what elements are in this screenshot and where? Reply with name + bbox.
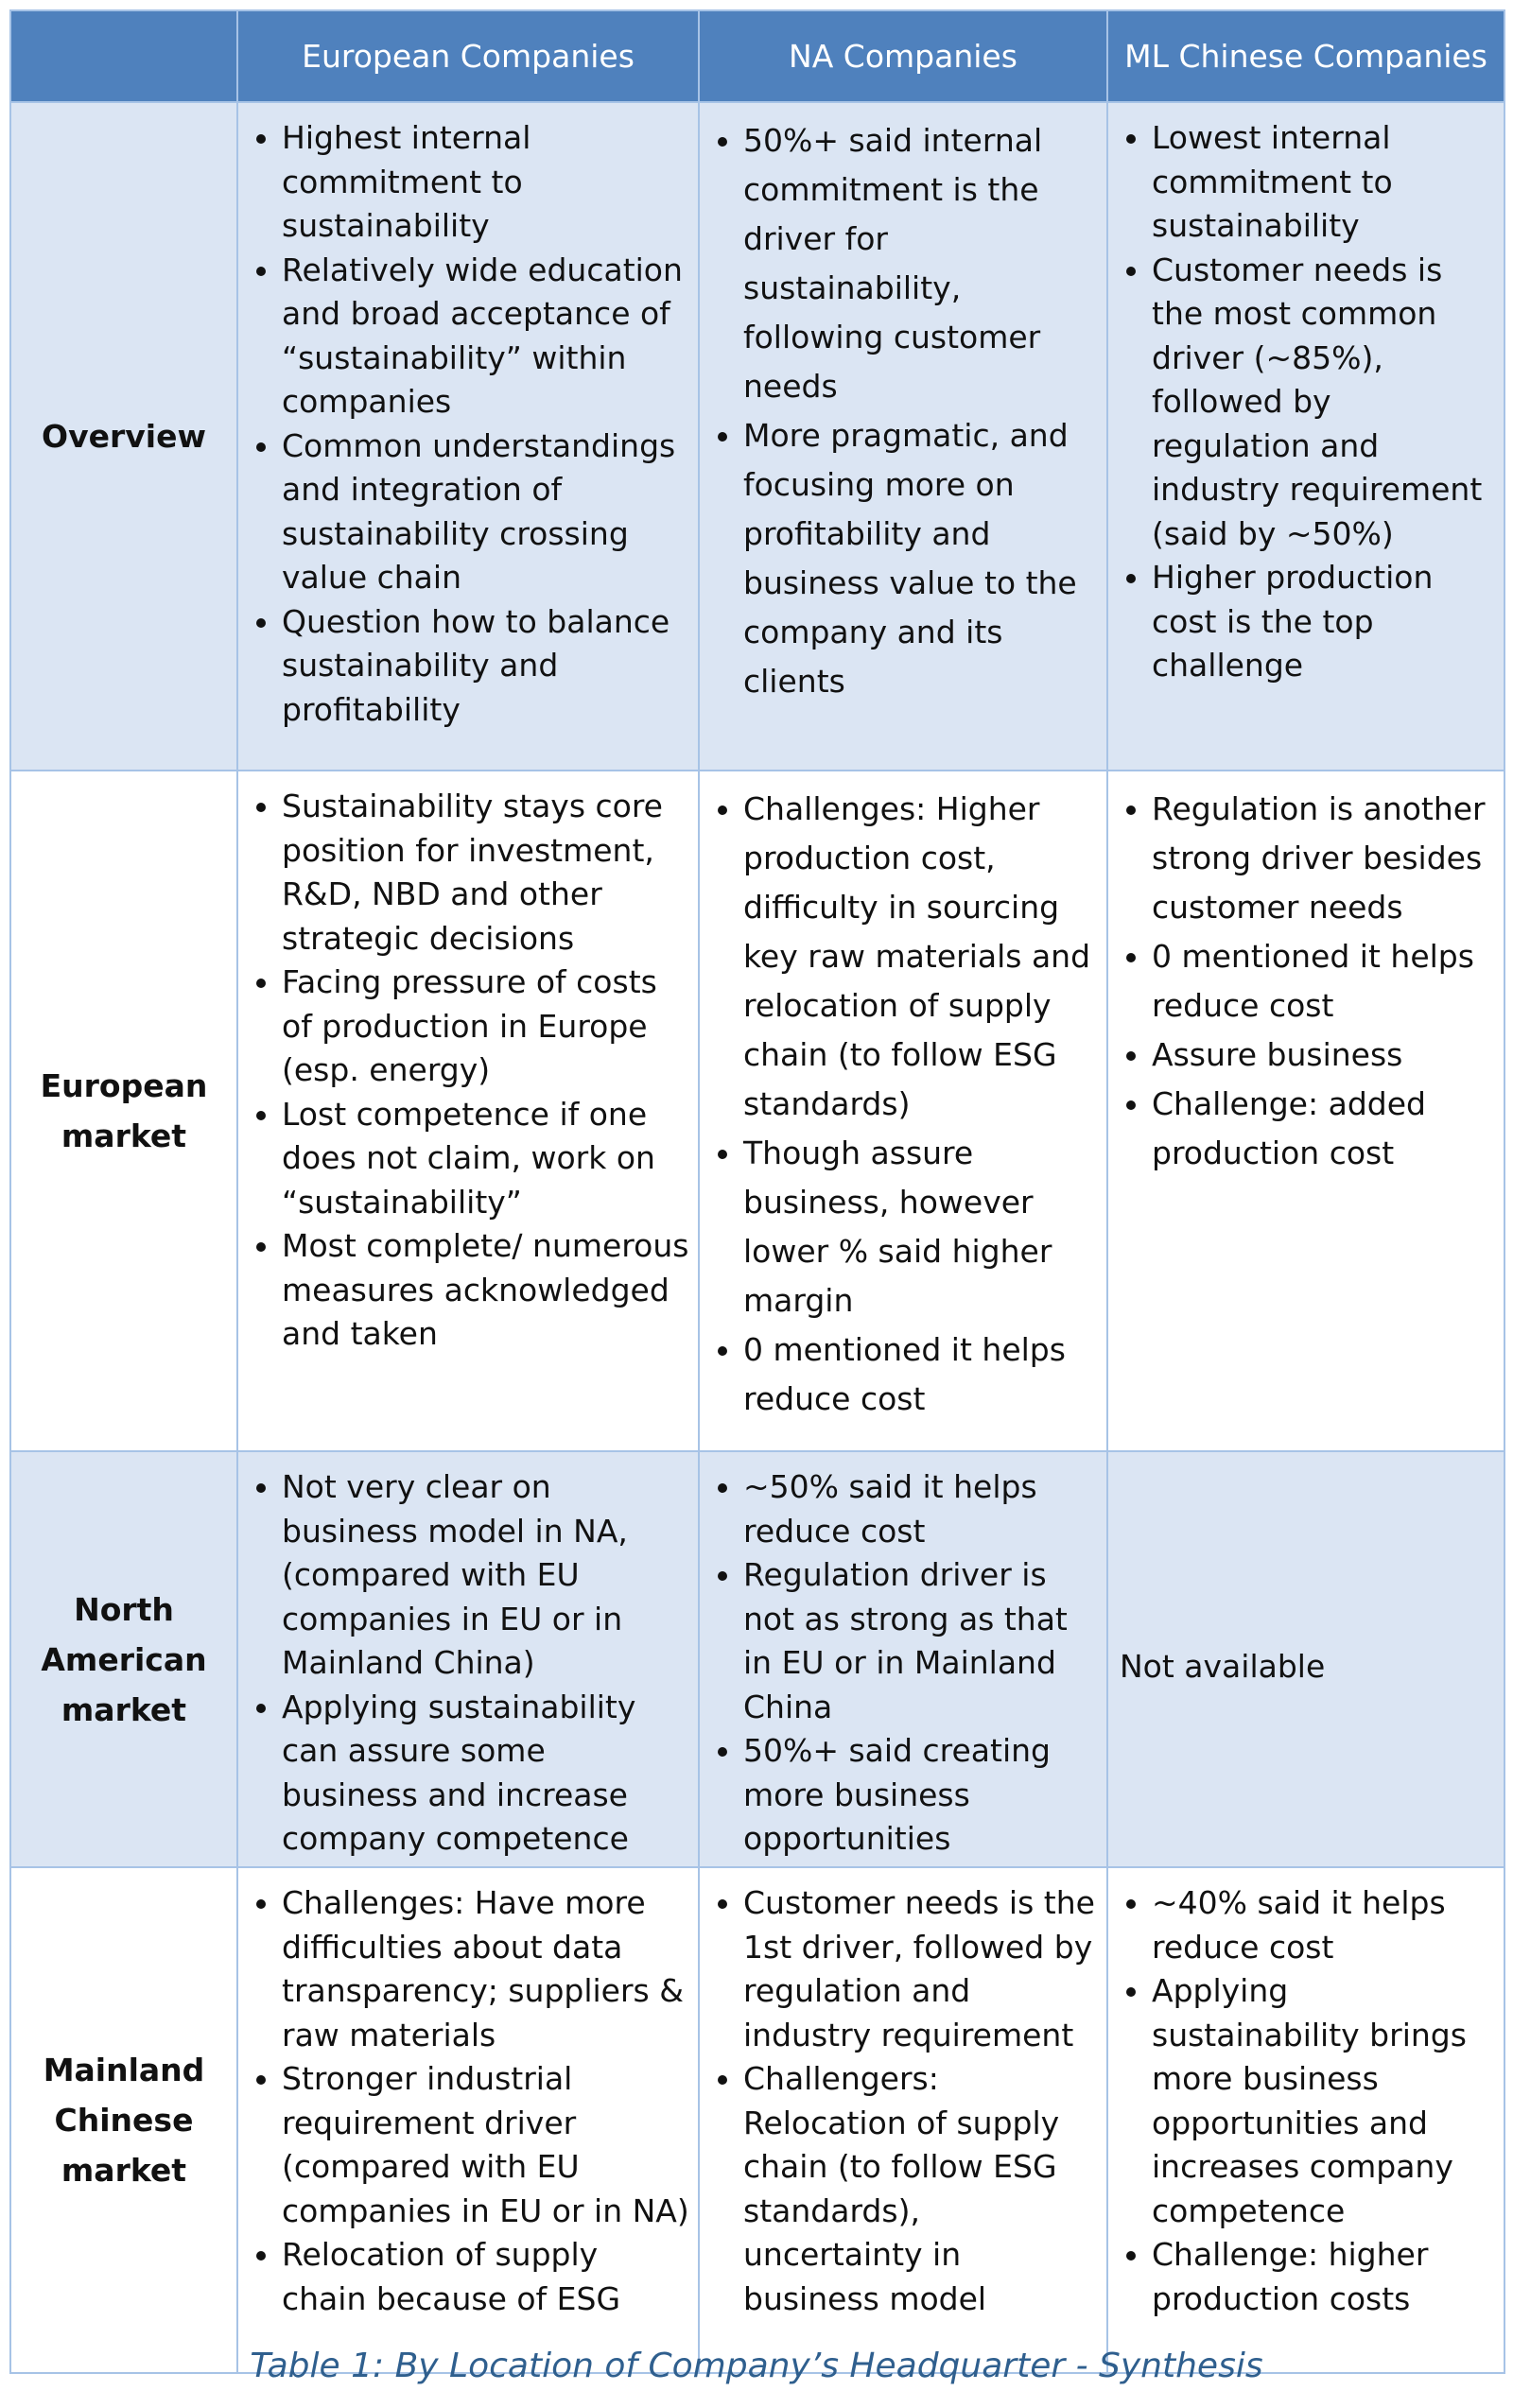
list-item: • Facing pressure of costs of production in Europe (esp. energy) xyxy=(282,961,690,1093)
list-item: • Though assure business, however lower % said higher margin xyxy=(743,1129,1099,1325)
table-row-mainland-chinese-market xyxy=(10,1867,1504,2373)
row-label-european-market: European market xyxy=(10,771,237,1451)
list-item: • Assure business xyxy=(1152,1031,1496,1080)
bullet-list xyxy=(250,785,690,1357)
bullet-list xyxy=(1120,1881,1496,2321)
bullet-list xyxy=(1120,116,1496,688)
synthesis-table xyxy=(9,9,1505,2374)
cell-european-market-european xyxy=(237,771,699,1451)
bullet-list xyxy=(711,116,1099,706)
list-item: • More pragmatic, and focusing more on profitability and business value to the company and its clients xyxy=(743,411,1099,706)
list-item: • 0 mentioned it helps reduce cost xyxy=(743,1325,1099,1424)
list-item: • Most complete/ numerous measures acknowledged and taken xyxy=(282,1224,690,1357)
bullet-list xyxy=(250,1465,690,1862)
header-corner xyxy=(10,10,237,102)
list-item: • Applying sustainability can assure some business and increase company competence xyxy=(282,1686,690,1862)
bullet-list xyxy=(711,785,1099,1424)
row-label-north-american-market: North American market xyxy=(10,1451,237,1867)
cell-overview-ml-chinese xyxy=(1107,102,1504,771)
cell-ml-market-european xyxy=(237,1867,699,2373)
list-item: • Lowest internal commitment to sustainability xyxy=(1152,116,1496,249)
list-item: • Challenge: higher production costs xyxy=(1152,2233,1496,2321)
list-item: • ~40% said it helps reduce cost xyxy=(1152,1881,1496,1969)
table-row-overview xyxy=(10,102,1504,771)
table-caption: Table 1: By Location of Company’s Headquarter - Synthesis xyxy=(250,2347,1263,2385)
header-na-companies: NA Companies xyxy=(699,10,1107,102)
list-item: • Regulation is another strong driver besides customer needs xyxy=(1152,785,1496,932)
list-item: • 50%+ said creating more business opportunities xyxy=(743,1729,1099,1862)
bullet-list xyxy=(250,116,690,732)
row-label-overview: Overview xyxy=(10,102,237,771)
list-item: • Not very clear on business model in NA, (compared with EU companies in EU or in Mainland China) xyxy=(282,1465,690,1686)
bullet-list xyxy=(711,1881,1099,2321)
list-item: • Customer needs is the 1st driver, followed by regulation and industry requirement xyxy=(743,1881,1099,2057)
synthesis-table-frame xyxy=(9,9,1504,2374)
list-item: • 50%+ said internal commitment is the driver for sustainability, following customer needs xyxy=(743,116,1099,411)
row-label-mainland-chinese-market: Mainland Chinese market xyxy=(10,1867,237,2373)
list-item: • Higher production cost is the top challenge xyxy=(1152,556,1496,688)
cell-na-market-na xyxy=(699,1451,1107,1867)
list-item: • Challenge: added production cost xyxy=(1152,1080,1496,1178)
list-item: • Highest internal commitment to sustainability xyxy=(282,116,690,249)
cell-overview-na xyxy=(699,102,1107,771)
list-item: • Regulation driver is not as strong as that in EU or in Mainland China xyxy=(743,1553,1099,1729)
list-item: • Lost competence if one does not claim, work on “sustainability” xyxy=(282,1093,690,1225)
list-item: • Common understandings and integration of sustainability crossing value chain xyxy=(282,424,690,600)
list-item: • Applying sustainability brings more business opportunities and increases company competence xyxy=(1152,1969,1496,2233)
list-item: • Relatively wide education and broad acceptance of “sustainability” within companies xyxy=(282,249,690,424)
list-item: • Question how to balance sustainability and profitability xyxy=(282,600,690,733)
list-item: • Relocation of supply chain because of ESG xyxy=(282,2233,690,2321)
cell-european-market-ml-chinese xyxy=(1107,771,1504,1451)
list-item: • Customer needs is the most common driver (~85%), followed by regulation and industry requirement (said by ~50%) xyxy=(1152,249,1496,557)
cell-european-market-na xyxy=(699,771,1107,1451)
list-item: • ~50% said it helps reduce cost xyxy=(743,1465,1099,1553)
table-row-north-american-market xyxy=(10,1451,1504,1867)
list-item: • Challenges: Higher production cost, difficulty in sourcing key raw materials and relocation of supply chain (to follow ESG standards) xyxy=(743,785,1099,1129)
bullet-list xyxy=(250,1881,690,2321)
list-item: • Sustainability stays core position for investment, R&D, NBD and other strategic decisions xyxy=(282,785,690,961)
bullet-list xyxy=(1120,785,1496,1178)
list-item: • Stronger industrial requirement driver (compared with EU companies in EU or in NA) xyxy=(282,2057,690,2233)
bullet-list xyxy=(711,1465,1099,1862)
list-item: • Challengers: Relocation of supply chain (to follow ESG standards), uncertainty in business model xyxy=(743,2057,1099,2321)
header-ml-chinese-companies: ML Chinese Companies xyxy=(1107,10,1504,102)
cell-na-market-ml-chinese: Not available xyxy=(1107,1451,1504,1867)
table-header-row xyxy=(10,10,1504,102)
cell-ml-market-ml-chinese xyxy=(1107,1867,1504,2373)
table-row-european-market xyxy=(10,771,1504,1451)
cell-overview-european xyxy=(237,102,699,771)
cell-na-market-european xyxy=(237,1451,699,1867)
list-item: • 0 mentioned it helps reduce cost xyxy=(1152,932,1496,1031)
list-item: • Challenges: Have more difficulties about data transparency; suppliers & raw materials xyxy=(282,1881,690,2057)
header-european-companies: European Companies xyxy=(237,10,699,102)
cell-ml-market-na xyxy=(699,1867,1107,2373)
